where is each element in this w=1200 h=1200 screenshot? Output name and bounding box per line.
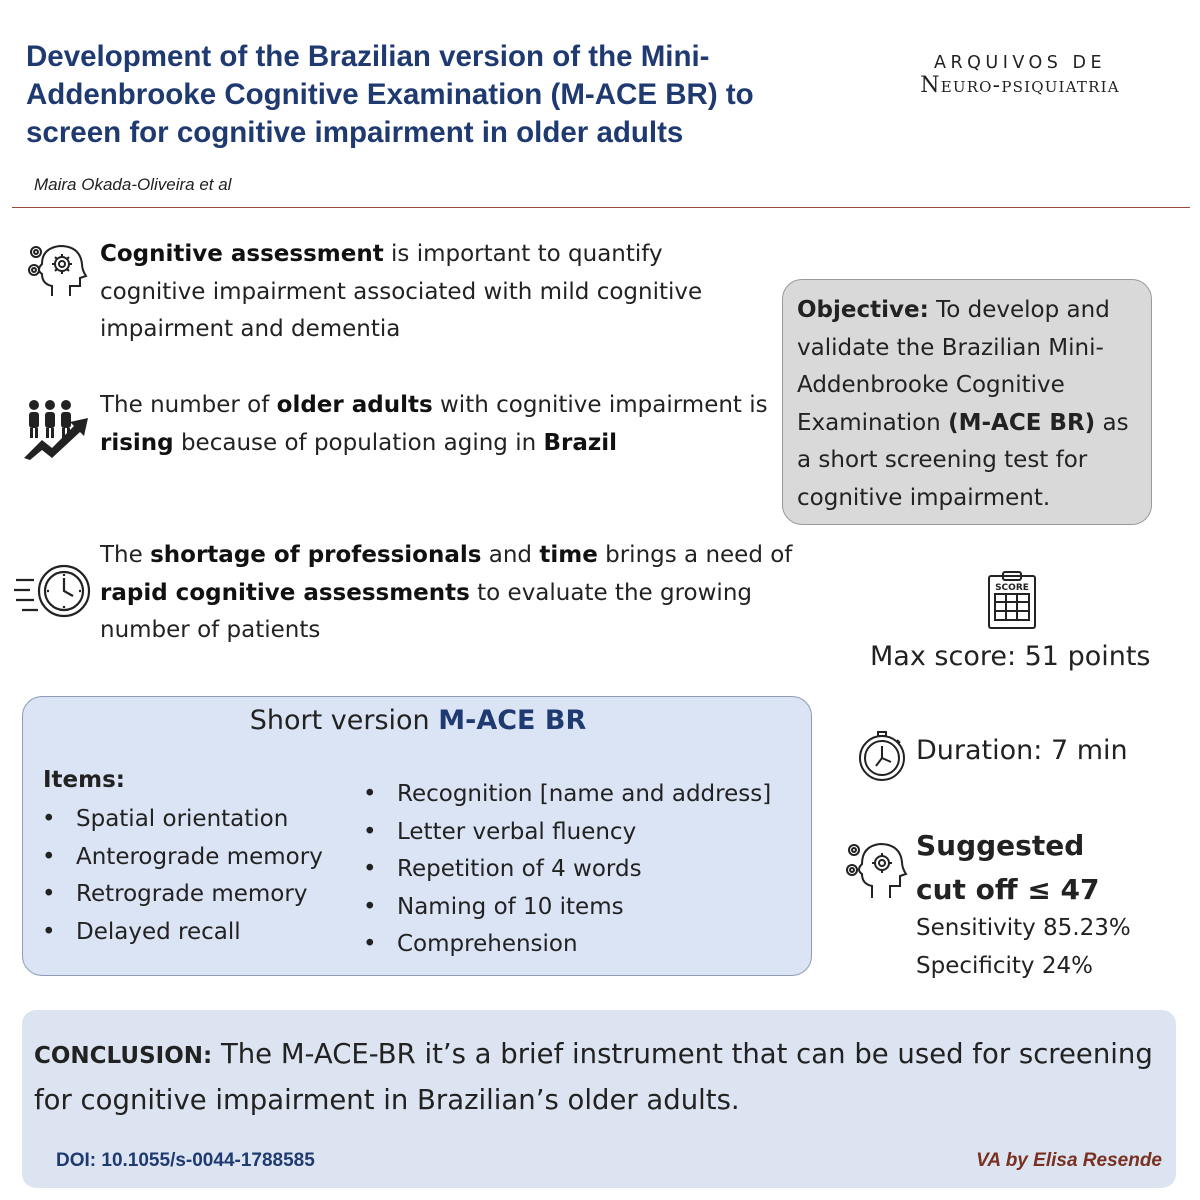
item-left-0: • Spatial orientation: [42, 801, 323, 839]
doi-link[interactable]: DOI: 10.1055/s-0044-1788585: [56, 1150, 315, 1171]
journal-logo-top: ARQUIVOS DE: [933, 53, 1107, 73]
head-gears-icon: [22, 240, 88, 298]
score-icon-label: SCORE: [995, 583, 1029, 593]
items-heading: Items:: [43, 767, 126, 793]
items-list-right: [363, 776, 771, 964]
bullet-older-adults: The number of older adults with cognitive impairment is rising because of population aging in Brazil: [100, 392, 768, 456]
item-right-3: • Naming of 10 items: [363, 889, 771, 927]
item-left-3: • Delayed recall: [42, 914, 323, 952]
journal-logo-bottom: Neuro-psiquiatria: [920, 73, 1120, 98]
fast-clock-icon: [14, 562, 94, 620]
head-gears-icon: [842, 836, 908, 900]
bullet-cognitive-assessment: Cognitive assessment is important to quantify cognitive impairment associated with mild cognitive impairment and dementia: [100, 241, 703, 342]
conclusion-label: CONCLUSION:: [34, 1043, 213, 1069]
item-left-2: • Retrograde memory: [42, 876, 323, 914]
population-growth-icon: [22, 398, 92, 460]
stopwatch-icon: [856, 730, 908, 782]
objective-box: Objective: To develop and validate the Brazilian Mini-Addenbrooke Cognitive Examination (M-ACE BR) as a short screening test for cognitive impairment.: [782, 279, 1152, 525]
max-score: Max score: 51 points: [870, 641, 1151, 672]
item-right-0: • Recognition [name and address]: [363, 776, 771, 814]
suggested-cutoff: Suggested cut off ≤ 47: [916, 829, 1100, 906]
objective-label: Objective:: [797, 297, 929, 323]
sensitivity: Sensitivity 85.23%: [916, 915, 1131, 941]
bullet-shortage-professionals: The shortage of professionals and time brings a need of rapid cognitive assessments to evaluate the growing number of patients: [100, 542, 793, 643]
item-right-2: • Repetition of 4 words: [363, 851, 771, 889]
credit: VA by Elisa Resende: [976, 1150, 1162, 1171]
authors: Maira Okada-Oliveira et al: [34, 175, 232, 194]
item-right-1: • Letter verbal fluency: [363, 814, 771, 852]
page-title: Development of the Brazilian version of the Mini-Addenbrooke Cognitive Examination (M-ACE BR) to screen for cognitive impairment in older adults: [26, 40, 754, 149]
conclusion-text: CONCLUSION: The M-ACE-BR it’s a brief instrument that can be used for screening for cognitive impairment in Brazilian’s older adults.: [34, 1038, 1153, 1116]
short-version-box: [22, 696, 812, 976]
items-list-left: [42, 801, 323, 951]
duration: Duration: 7 min: [916, 735, 1128, 766]
short-version-title: Short version M-ACE BR: [249, 705, 587, 736]
item-right-4: • Comprehension: [363, 926, 771, 964]
conclusion-box: [22, 1010, 1176, 1188]
accuracy-stats: [916, 910, 1131, 985]
header-divider: [12, 207, 1190, 208]
item-left-1: • Anterograde memory: [42, 839, 323, 877]
specificity: Specificity 24%: [916, 952, 1093, 979]
score-sheet-icon: [986, 570, 1038, 630]
